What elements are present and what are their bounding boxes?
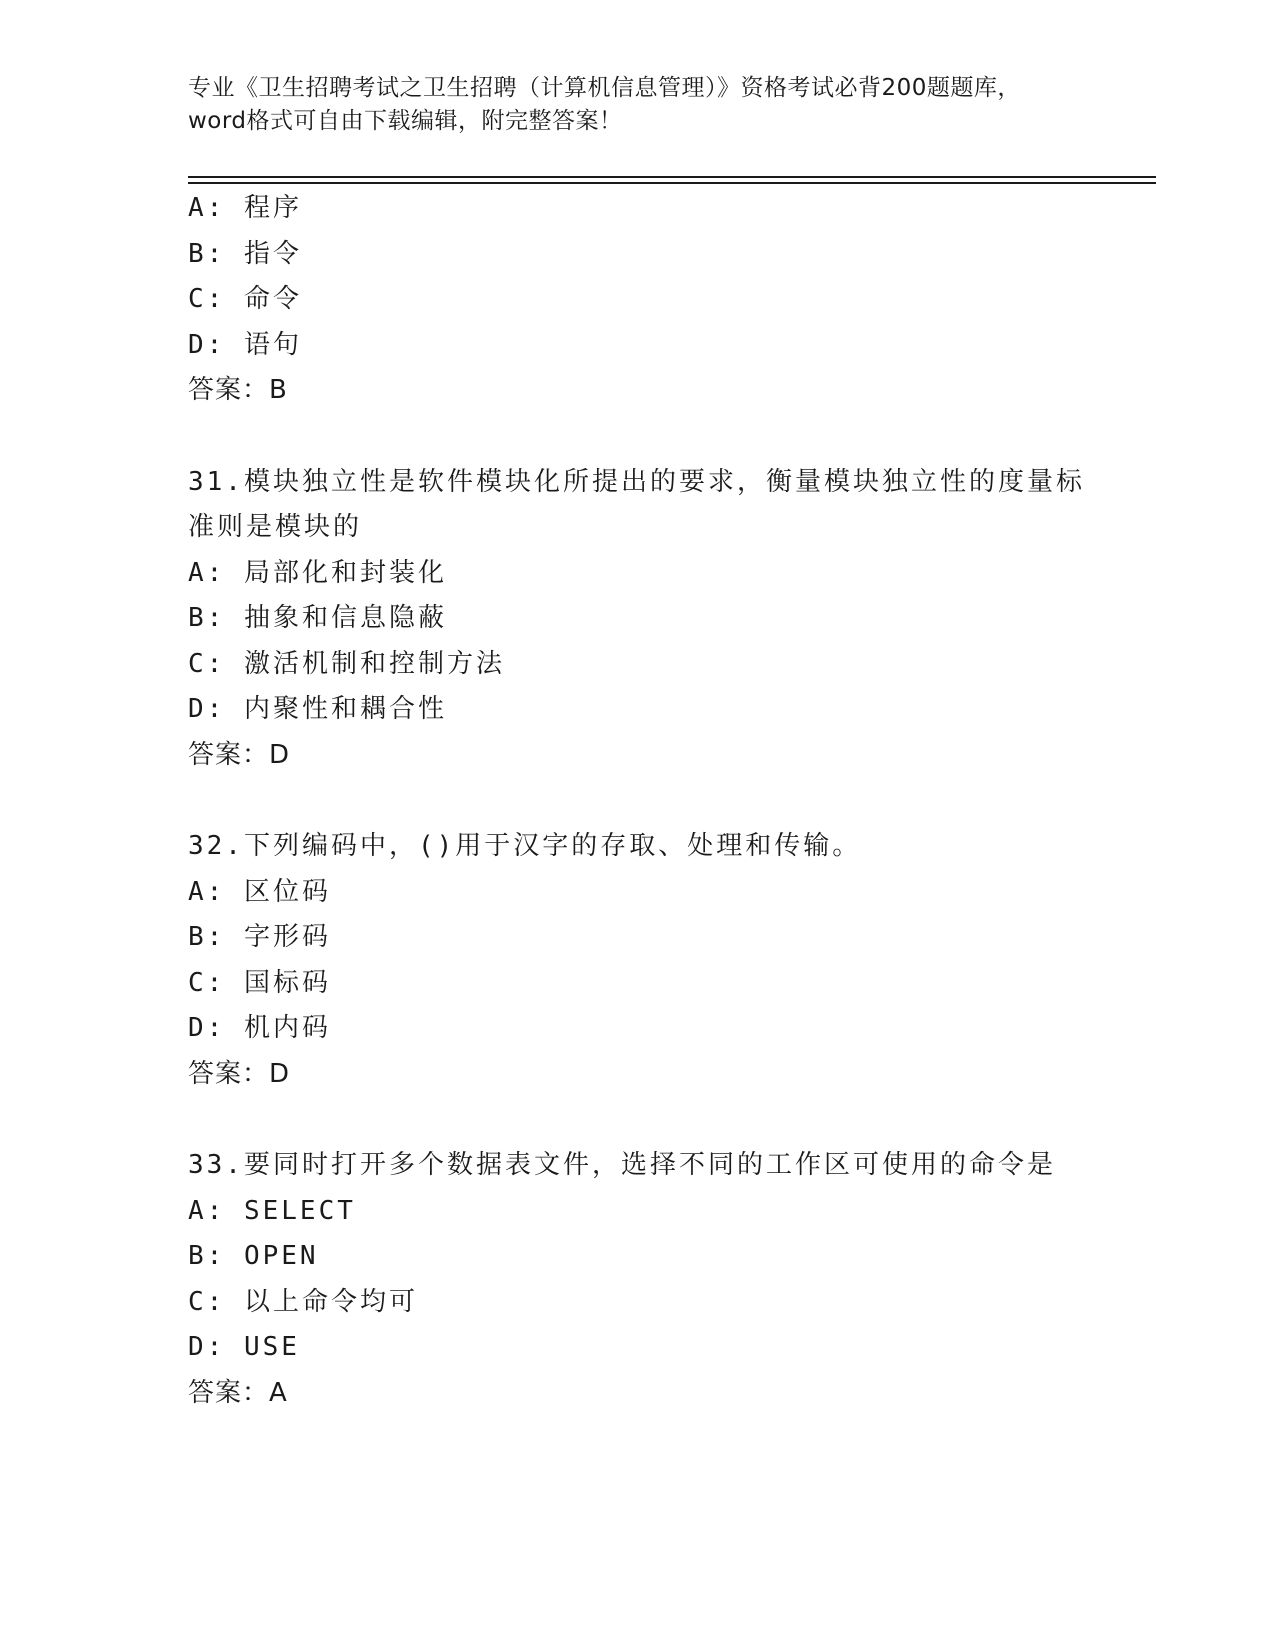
option-d: D: 机内码 bbox=[188, 1013, 331, 1043]
option-c: C: 激活机制和控制方法 bbox=[188, 648, 505, 679]
document-header bbox=[188, 72, 1088, 138]
header-divider-top bbox=[188, 176, 1156, 178]
option-a: A: SELECT bbox=[188, 1195, 356, 1226]
option-d: D: 内聚性和耦合性 bbox=[188, 694, 447, 724]
option-b: B: 抽象和信息隐蔽 bbox=[188, 603, 447, 633]
answer-line: 答案：D bbox=[188, 739, 291, 770]
spacer bbox=[188, 414, 1088, 460]
option-a: A: 程序 bbox=[188, 193, 302, 223]
header-line-2: word格式可自由下载编辑，附完整答案！ bbox=[188, 108, 623, 134]
answer-line: 答案：B bbox=[188, 375, 288, 405]
option-a: A: 区位码 bbox=[188, 876, 331, 907]
option-b: B: 指令 bbox=[188, 238, 302, 269]
answer-line: 答案：A bbox=[188, 1377, 288, 1408]
question-text: 32.下列编码中，()用于汉字的存取、处理和传输。 bbox=[188, 831, 862, 861]
answer-line: 答案：D bbox=[188, 1058, 291, 1089]
question-block-32 bbox=[188, 824, 1088, 1097]
option-c: C: 国标码 bbox=[188, 967, 331, 998]
question-text-continued: 准则是模块的 bbox=[188, 512, 363, 542]
header-divider-bottom bbox=[188, 182, 1156, 184]
option-d: D: USE bbox=[188, 1332, 300, 1362]
question-text: 33.要同时打开多个数据表文件，选择不同的工作区可使用的命令是 bbox=[188, 1150, 1056, 1180]
option-a: A: 局部化和封装化 bbox=[188, 557, 447, 588]
question-text: 31.模块独立性是软件模块化所提出的要求，衡量模块独立性的度量标 bbox=[188, 466, 1085, 497]
option-b: B: OPEN bbox=[188, 1241, 319, 1271]
option-d: D: 语句 bbox=[188, 329, 302, 360]
option-c: C: 命令 bbox=[188, 284, 302, 314]
question-block-31 bbox=[188, 460, 1088, 779]
question-list bbox=[188, 186, 1088, 1416]
question-block-33 bbox=[188, 1143, 1088, 1416]
header-line-1: 专业《卫生招聘考试之卫生招聘（计算机信息管理）》资格考试必背200题题库， bbox=[188, 75, 1021, 101]
question-block-30 bbox=[188, 186, 1088, 414]
spacer bbox=[188, 1097, 1088, 1143]
option-b: B: 字形码 bbox=[188, 922, 331, 952]
option-c: C: 以上命令均可 bbox=[188, 1286, 418, 1317]
spacer bbox=[188, 778, 1088, 824]
